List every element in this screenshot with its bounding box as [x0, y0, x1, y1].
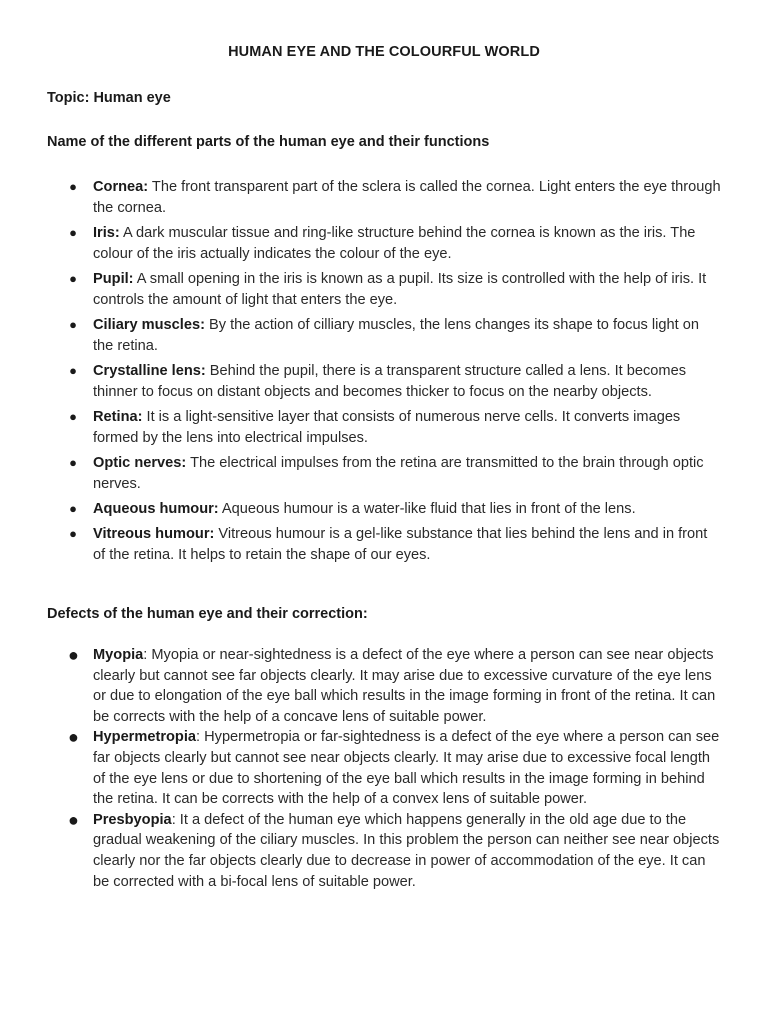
list-item-term: Retina: [93, 408, 143, 425]
list-item [69, 269, 723, 310]
bullet-icon: ● [68, 645, 79, 665]
list-item-term: Ciliary muscles: [93, 316, 205, 333]
list-item-term: Optic nerves: [93, 454, 187, 471]
list-item [68, 645, 723, 727]
list-item-term: Hypermetropia [93, 729, 196, 746]
list-item [68, 727, 723, 809]
parts-heading: Name of the different parts of the human eye and their functions [47, 134, 490, 150]
bullet-icon: ● [69, 500, 77, 516]
list-item [69, 361, 723, 402]
list-item [69, 453, 723, 494]
bullet-icon: ● [69, 316, 77, 332]
eye-parts-list [69, 177, 723, 570]
list-item-text: Aqueous humour is a water-like fluid that lies in front of the lens. [218, 500, 636, 517]
list-item [69, 315, 723, 356]
list-item-term: Pupil: [93, 270, 134, 287]
list-item-text: It is a light-sensitive layer that consists of numerous nerve cells. It converts images formed by the lens into electrical impulses. [93, 408, 681, 446]
list-item [69, 524, 723, 565]
bullet-icon: ● [69, 224, 77, 240]
document-title: HUMAN EYE AND THE COLOURFUL WORLD [228, 44, 540, 60]
bullet-icon: ● [68, 809, 79, 830]
list-item-term: Crystalline lens: [93, 362, 206, 379]
list-item-term: Iris: [93, 224, 120, 241]
bullet-icon: ● [69, 408, 77, 424]
list-item-term: Cornea: [93, 179, 149, 195]
list-item [69, 407, 723, 448]
defects-heading: Defects of the human eye and their correction: [47, 606, 368, 622]
list-item-text: : Myopia or near-sightedness is a defect of the eye where a person can see near objects clearly but cannot see far objects clearly. It may arise due to excessive curvature of the eye lens or due to elongation of the eye ball which results in the image forming in front of the retina. It can be corrects with the help of a concave lens of suitable power. [93, 647, 716, 725]
list-item-term: Aqueous humour: [93, 500, 219, 517]
topic-heading: Topic: Human eye [47, 90, 171, 106]
list-item [69, 499, 723, 520]
list-item-text: The front transparent part of the sclera is called the cornea. Light enters the eye through the cornea. [93, 179, 721, 216]
list-item-term: Myopia [93, 647, 144, 663]
list-item-text: Behind the pupil, there is a transparent structure called a lens. It becomes thinner to focus on distant objects and becomes thicker to focus on the nearby objects. [93, 362, 686, 400]
bullet-icon: ● [69, 526, 77, 542]
list-item [69, 177, 723, 218]
list-item-term: Presbyopia [93, 811, 172, 828]
list-item-text: : Hypermetropia or far-sightedness is a defect of the eye where a person can see far objects clearly but cannot see near objects clearly. It may arise due to excessive focal length of the eye lens or due to shortening of the eye ball which results in the image forming in behind the retina. It can be corrects with the help of a convex lens of suitable power. [93, 729, 720, 808]
list-item-text: A small opening in the iris is known as a pupil. Its size is controlled with the help of iris. It controls the amount of light that enters the eye. [93, 270, 707, 308]
list-item-text: By the action of cilliary muscles, the lens changes its shape to focus light on the retina. [93, 316, 699, 354]
list-item-text: A dark muscular tissue and ring-like structure behind the cornea is known as the iris. The colour of the iris actually indicates the colour of the eye. [93, 224, 696, 262]
bullet-icon: ● [69, 270, 77, 286]
list-item-text: Vitreous humour is a gel-like substance that lies behind the lens and in front of the retina. It helps to retain the shape of our eyes. [93, 526, 708, 563]
list-item [68, 809, 723, 892]
list-item-term: Vitreous humour: [93, 526, 215, 543]
bullet-icon: ● [69, 179, 77, 194]
bullet-icon: ● [69, 454, 77, 470]
bullet-icon: ● [69, 362, 77, 378]
bullet-icon: ● [68, 727, 79, 748]
eye-defects-list [68, 645, 723, 892]
list-item-text: The electrical impulses from the retina are transmitted to the brain through optic nerves. [93, 454, 704, 492]
list-item-text: : It a defect of the human eye which happens generally in the old age due to the gradual weakening of the ciliary muscles. In this problem the person can neither see near objects clearly nor the far objects clearly due to decrease in power of accommodation of the eye. It can be corrected with a bi-focal lens of suitable power. [93, 811, 720, 890]
list-item [69, 223, 723, 264]
